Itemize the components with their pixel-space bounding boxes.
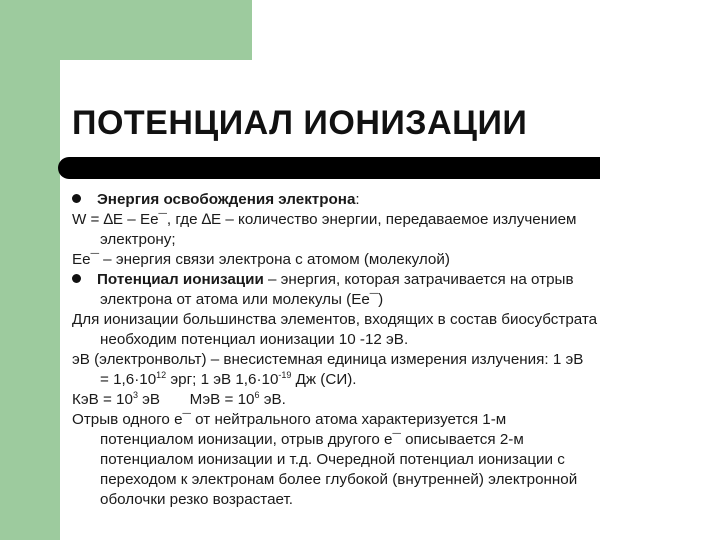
superscript: 6 [254,390,260,400]
text-run: – энергия, которая затрачивается на отрыв [263,271,574,288]
green-left-band [0,0,60,540]
superscript: -19 [278,370,292,380]
green-top-band [0,0,252,60]
text-run: Дж (СИ). [291,371,357,388]
slide-title: ПОТЕНЦИАЛ ИОНИЗАЦИИ [72,104,528,142]
text-line [72,390,704,410]
text-line: W = ∆E – Ee¯, где ∆E – количество энергии, передаваемое излучением [72,211,577,228]
superscript: 12 [156,370,167,380]
bold-term: Потенциал ионизации [97,271,264,288]
text-line: оболочки резко возрастает. [100,491,293,508]
text-run: эВ. [259,391,286,408]
bullet-icon [72,274,81,283]
text-run: = 1,6·10 [100,371,157,388]
text-line: необходим потенциал ионизации 10 -12 эВ. [100,331,409,348]
bullet-line [72,190,704,210]
text-line: эВ (электронвольт) – внесистемная единица измерения излучения: 1 эВ [72,351,584,368]
text-run: КэВ = 10 [72,391,133,408]
text-line: Отрыв одного е¯ от нейтрального атома характеризуется 1-м [72,411,507,428]
slide-body [72,190,704,510]
text-line: Для ионизации большинства элементов, входящих в состав биосубстрата [72,311,598,328]
text-line: электрону; [100,231,176,248]
superscript: 3 [132,390,138,400]
text-line: Ee¯ – энергия связи электрона с атомом (молекулой) [72,251,450,268]
bold-term: Энергия освобождения электрона [97,191,356,208]
text-line [72,370,704,390]
text-line: потенциалом ионизации, отрыв другого е¯ описывается 2-м [100,431,524,448]
text-run: эрг; 1 эВ 1,6·10 [166,371,279,388]
text-line: потенциалом ионизации и т.д. Очередной потенциал ионизации с [100,451,565,468]
bullet-line [72,270,704,290]
text-run: : [355,191,360,208]
text-line: переходом к электронам более глубокой (внутренней) электронной [100,471,578,488]
bullet-icon [72,194,81,203]
text-run: эВ МэВ = 10 [137,391,255,408]
title-underline-bar [58,157,600,179]
text-line: электрона от атома или молекулы (Ee¯) [100,291,384,308]
